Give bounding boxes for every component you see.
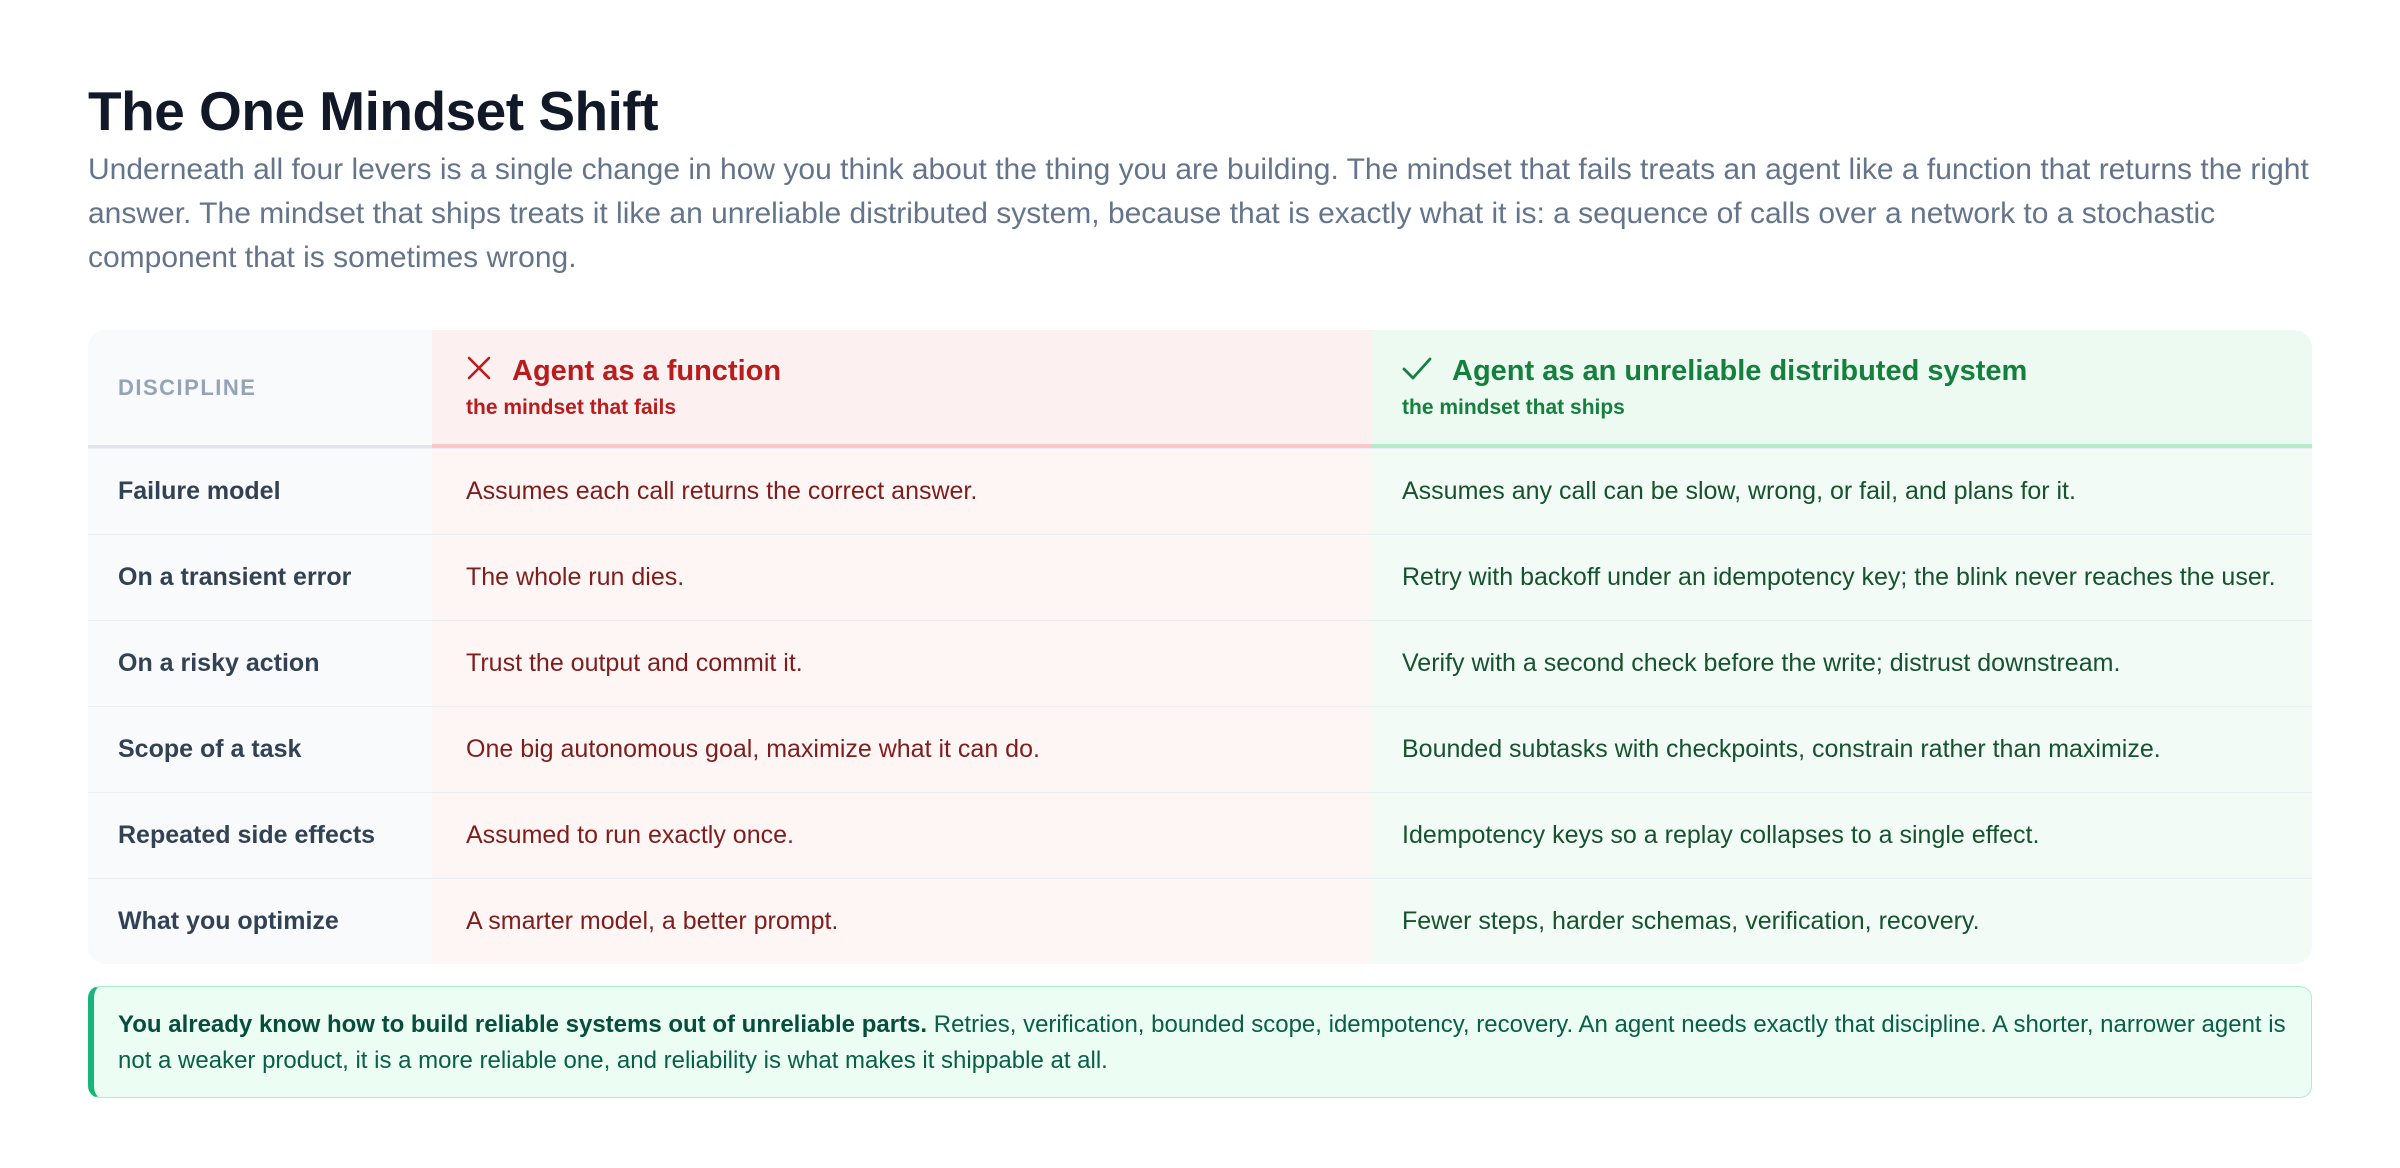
row-good: Verify with a second check before the write; distrust downstream. [1372, 621, 2312, 706]
column-header-good [1372, 330, 2312, 448]
row-discipline: What you optimize [88, 879, 432, 964]
page [88, 74, 2312, 1074]
row-discipline: Scope of a task [88, 707, 432, 792]
column-subtitle-bad: the mindset that fails [466, 395, 677, 419]
callout-lead: You already know how to build reliable systems out of unreliable parts. [118, 1011, 928, 1038]
column-title-bad: Agent as a function [512, 354, 782, 387]
row-bad: A smarter model, a better prompt. [432, 879, 1372, 964]
row-good: Retry with backoff under an idempotency key; the blink never reaches the user. [1372, 535, 2312, 620]
row-good: Fewer steps, harder schemas, verification, recovery. [1372, 879, 2312, 964]
intro-paragraph: Underneath all four levers is a single change in how you think about the thing you are building. The mindset that fails treats an agent like a function that returns the right answer. The mindset that ships treats it like an unreliable distributed system, because that is exactly what it is: a sequence of calls over a network to a stochastic component that is sometimes wrong. [88, 153, 2309, 274]
row-good: Bounded subtasks with checkpoints, constrain rather than maximize. [1372, 707, 2312, 792]
comparison-table [88, 330, 2312, 964]
row-discipline: On a transient error [88, 535, 432, 620]
column-header-discipline: DISCIPLINE [88, 330, 432, 448]
row-bad: One big autonomous goal, maximize what it can do. [432, 707, 1372, 792]
column-title-good: Agent as an unreliable distributed system [1452, 354, 2028, 387]
row-bad: Trust the output and commit it. [432, 621, 1372, 706]
table-row [88, 448, 2312, 534]
column-subtitle-good: the mindset that ships [1402, 395, 1625, 419]
row-good: Idempotency keys so a replay collapses to a single effect. [1372, 793, 2312, 878]
table-row [88, 792, 2312, 878]
x-icon [466, 355, 492, 388]
check-icon [1402, 355, 1432, 388]
row-discipline: On a risky action [88, 621, 432, 706]
table-row [88, 706, 2312, 792]
table-header-row [88, 330, 2312, 448]
table-row [88, 878, 2312, 964]
row-bad: The whole run dies. [432, 535, 1372, 620]
column-header-bad [432, 330, 1372, 448]
row-discipline: Failure model [88, 449, 432, 534]
table-row [88, 620, 2312, 706]
table-row [88, 534, 2312, 620]
row-bad: Assumed to run exactly once. [432, 793, 1372, 878]
page-title: The One Mindset Shift [88, 80, 659, 142]
row-good: Assumes any call can be slow, wrong, or fail, and plans for it. [1372, 449, 2312, 534]
row-discipline: Repeated side effects [88, 793, 432, 878]
row-bad: Assumes each call returns the correct answer. [432, 449, 1372, 534]
callout-text: Retries, verification, bounded scope, idempotency, recovery. An agent needs exactly that discipline. A shorter, narrower agent is not a weaker product, it is a more reliable one, and reliability is what makes it shippable at all. [118, 1011, 2286, 1074]
takeaway-callout [88, 986, 2312, 1098]
